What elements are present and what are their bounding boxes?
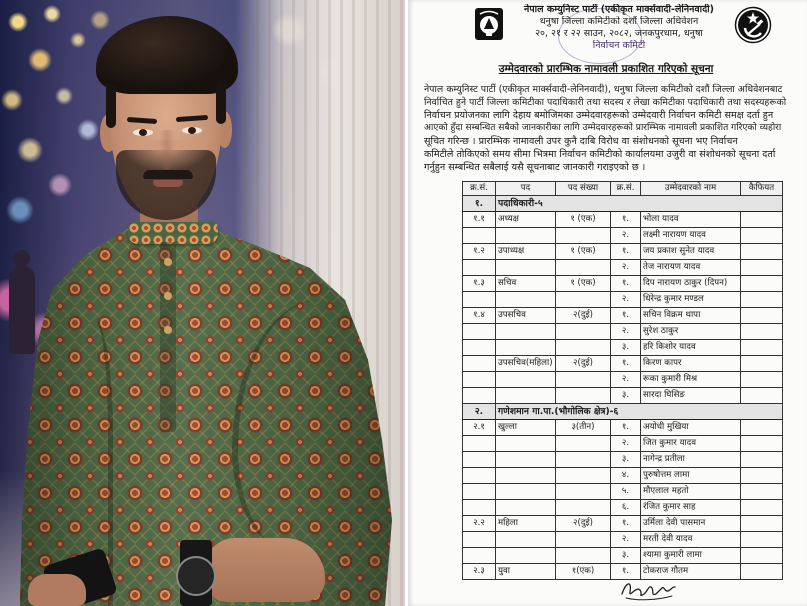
signature-icon bbox=[618, 576, 678, 604]
cell-candidate-name: रूका कुमारी मिश्र bbox=[641, 372, 741, 388]
section-title: गणेशमान गा.पा.(भौगोलिक क्षेत्र)-६ bbox=[496, 404, 783, 420]
cell-serial: २.३ bbox=[463, 564, 496, 580]
cell-post bbox=[496, 468, 556, 484]
cell-post-count: १ (एक) bbox=[556, 276, 611, 292]
cell-remarks bbox=[741, 500, 783, 516]
cell-candidate-serial: २. bbox=[611, 324, 641, 340]
cell-serial bbox=[463, 356, 496, 372]
cell-candidate-name: पुरुषोत्तम लामा bbox=[641, 468, 741, 484]
left-eye bbox=[133, 129, 153, 136]
cell-post bbox=[496, 548, 556, 564]
cell-candidate-name: जित कुमार यादव bbox=[641, 436, 741, 452]
cell-post bbox=[496, 324, 556, 340]
cell-post bbox=[496, 532, 556, 548]
cell-post: उपसचिव bbox=[496, 308, 556, 324]
header-candidate-serial: क्र.सं. bbox=[611, 182, 641, 196]
header-post: पद bbox=[496, 182, 556, 196]
party-emblem-icon bbox=[474, 7, 504, 41]
cell-candidate-serial: १. bbox=[611, 564, 641, 580]
cell-post-count bbox=[556, 324, 611, 340]
table-row bbox=[463, 372, 783, 388]
table-body bbox=[463, 196, 783, 580]
candidate-table bbox=[462, 181, 783, 580]
cell-remarks bbox=[741, 452, 783, 468]
cell-candidate-serial: १. bbox=[611, 212, 641, 228]
cell-serial bbox=[463, 436, 496, 452]
hammer-sickle-star-icon bbox=[734, 6, 772, 44]
table-row bbox=[463, 500, 783, 516]
cell-candidate-name: किरण कापर bbox=[641, 356, 741, 372]
cell-remarks bbox=[741, 340, 783, 356]
cell-remarks bbox=[741, 484, 783, 500]
notice-body-line: सूचित गरिन्छ । प्रारम्भिक नामावली उपर कुनै दाबि विरोध वा संशोधनको सूचना भए निर्वाचन bbox=[424, 136, 738, 147]
cell-remarks bbox=[741, 356, 783, 372]
notice-body-line: निर्वाचन प्रयोजनका लागि देहाय बमोजिमका उम्मेदवारहरूको उम्मेदवारी निर्वाचन कमिटी समक्ष दर्ता हुन bbox=[424, 110, 774, 121]
cell-post bbox=[496, 228, 556, 244]
right-hand bbox=[28, 574, 86, 606]
cell-post: युवा bbox=[496, 564, 556, 580]
cell-candidate-name: हरि किशोर यादव bbox=[641, 340, 741, 356]
table-row bbox=[463, 420, 783, 436]
cell-candidate-name: श्यामा कुमारी लामा bbox=[641, 548, 741, 564]
cell-serial: २.१ bbox=[463, 420, 496, 436]
cell-candidate-name: सचिन विक्रम थापा bbox=[641, 308, 741, 324]
cell-candidate-name: सुरेश ठाकुर bbox=[641, 324, 741, 340]
cell-serial bbox=[463, 532, 496, 548]
cell-serial: १.१ bbox=[463, 212, 496, 228]
cell-candidate-serial: २. bbox=[611, 372, 641, 388]
cell-serial bbox=[463, 260, 496, 276]
cell-candidate-serial: १. bbox=[611, 356, 641, 372]
cell-post: महिला bbox=[496, 516, 556, 532]
background-person-head bbox=[13, 250, 30, 267]
table-row bbox=[463, 308, 783, 324]
cell-candidate-name: अयोधी मुखिया bbox=[641, 420, 741, 436]
cell-serial bbox=[463, 372, 496, 388]
cell-post-count bbox=[556, 292, 611, 308]
cell-candidate-name: तेज नारायण यादव bbox=[641, 260, 741, 276]
table-row bbox=[463, 532, 783, 548]
table-row bbox=[463, 244, 783, 260]
cell-remarks bbox=[741, 212, 783, 228]
cell-remarks bbox=[741, 388, 783, 404]
right-sideburn bbox=[216, 80, 226, 124]
background-person bbox=[9, 266, 35, 354]
lips bbox=[153, 180, 183, 187]
cell-candidate-name: मौएलाल महतो bbox=[641, 484, 741, 500]
header-remarks: कैफियत bbox=[741, 182, 783, 196]
right-eye bbox=[182, 127, 202, 134]
cell-candidate-name: मरती देवी यादव bbox=[641, 532, 741, 548]
cell-post bbox=[496, 372, 556, 388]
cell-candidate-serial: २. bbox=[611, 228, 641, 244]
cell-remarks bbox=[741, 420, 783, 436]
cell-candidate-serial: ६. bbox=[611, 500, 641, 516]
cell-post-count: १ (एक) bbox=[556, 212, 611, 228]
header-party-name: नेपाल कम्युनिस्ट पार्टी (एकीकृत मार्क्सवादी-लेनिनवादी) bbox=[524, 4, 714, 15]
cell-post bbox=[496, 292, 556, 308]
cell-post: अध्यक्ष bbox=[496, 212, 556, 228]
cell-post bbox=[496, 340, 556, 356]
cell-candidate-serial: ४. bbox=[611, 468, 641, 484]
cell-remarks bbox=[741, 436, 783, 452]
cell-post-count bbox=[556, 468, 611, 484]
cell-post-count: १(एक) bbox=[556, 564, 611, 580]
cell-candidate-serial: ३. bbox=[611, 548, 641, 564]
cell-candidate-name: दिप नारायण ठाकुर (दिपन) bbox=[641, 276, 741, 292]
cell-candidate-name: लक्ष्मी नारायण यादव bbox=[641, 228, 741, 244]
notice-body-line: नेपाल कम्युनिस्ट पार्टी (एकीकृत मार्क्सवादी-लेनिनवादी), धनुषा जिल्ला कमिटीको दशौं जिल्ला अधिवेशनबाट bbox=[424, 84, 783, 95]
cell-serial bbox=[463, 468, 496, 484]
header-dates-venue: २०, २१ र २२ साउन, २०८२, जनकपुरधाम, धनुषा bbox=[535, 28, 703, 39]
table-row bbox=[463, 484, 783, 500]
table-row bbox=[463, 276, 783, 292]
table-header bbox=[463, 182, 783, 196]
table-row bbox=[463, 228, 783, 244]
notice-document bbox=[408, 0, 807, 606]
cell-remarks bbox=[741, 244, 783, 260]
notice-body-line: निर्वाचित हुने पार्टी जिल्ला कमिटीका पदाधिकारी तथा सदस्य र लेखा कमिटीका पदाधिकारी तथा सदस्यहरूको bbox=[424, 97, 787, 108]
cell-candidate-serial: १. bbox=[611, 516, 641, 532]
cell-candidate-name: धिरेन्द्र कुमार मण्डल bbox=[641, 292, 741, 308]
notice-body-line: कमिटीले तोकिएको समय सीमा भित्रमा निर्वाचन कमिटीको कार्यालयमा उजुरी वा संशोधनको सूचना दर्ता bbox=[424, 149, 776, 160]
cell-post bbox=[496, 436, 556, 452]
cell-candidate-serial: १. bbox=[611, 308, 641, 324]
cell-candidate-serial: २. bbox=[611, 436, 641, 452]
cell-post-count bbox=[556, 228, 611, 244]
cell-serial: १.४ bbox=[463, 308, 496, 324]
cell-serial bbox=[463, 292, 496, 308]
cell-post-count: १ (एक) bbox=[556, 244, 611, 260]
cell-post-count bbox=[556, 500, 611, 516]
kurta-button-placket bbox=[160, 242, 176, 432]
cell-remarks bbox=[741, 260, 783, 276]
kurta-button bbox=[164, 258, 172, 266]
kurta-button bbox=[164, 326, 172, 334]
cell-post: उपाध्यक्ष bbox=[496, 244, 556, 260]
cell-remarks bbox=[741, 308, 783, 324]
cell-candidate-serial: २. bbox=[611, 292, 641, 308]
cell-serial: १.२ bbox=[463, 244, 496, 260]
table-row bbox=[463, 324, 783, 340]
cell-candidate-name: उर्मिला देवी पासमान bbox=[641, 516, 741, 532]
cell-serial bbox=[463, 452, 496, 468]
header-stamp-text: निर्वाचन कमिटी bbox=[592, 40, 646, 51]
cell-candidate-serial: २. bbox=[611, 260, 641, 276]
table-row bbox=[463, 452, 783, 468]
cell-candidate-serial: ३. bbox=[611, 388, 641, 404]
cell-post-count: २(दुई) bbox=[556, 356, 611, 372]
cell-serial: १.३ bbox=[463, 276, 496, 292]
table-row bbox=[463, 436, 783, 452]
cell-candidate-name: रंजित कुमार साह bbox=[641, 500, 741, 516]
wristwatch bbox=[176, 556, 216, 596]
cell-candidate-name: सारदा घिसिङ bbox=[641, 388, 741, 404]
cell-post-count bbox=[556, 340, 611, 356]
cell-post-count: २(दुई) bbox=[556, 308, 611, 324]
cell-post-count: २(दुई) bbox=[556, 516, 611, 532]
cell-candidate-serial: १. bbox=[611, 276, 641, 292]
cell-candidate-name: टोकराज गौतम bbox=[641, 564, 741, 580]
cell-candidate-serial: १. bbox=[611, 420, 641, 436]
cell-remarks bbox=[741, 276, 783, 292]
section-row bbox=[463, 196, 783, 212]
cell-candidate-serial: ३. bbox=[611, 340, 641, 356]
table-row bbox=[463, 260, 783, 276]
table-row bbox=[463, 388, 783, 404]
cell-candidate-name: भोला यादव bbox=[641, 212, 741, 228]
notice-body-line: आएको हुँदा सम्बन्धित सबैको जानकारीका लागि उम्मेदवारहरूको प्रारम्भिक नामावली प्रकाशित गरिएको व्यहोरा bbox=[424, 123, 782, 133]
section-row bbox=[463, 404, 783, 420]
cell-candidate-serial: ३. bbox=[611, 452, 641, 468]
cell-serial bbox=[463, 484, 496, 500]
section-number: १. bbox=[463, 196, 496, 212]
cell-remarks bbox=[741, 292, 783, 308]
cell-post-count bbox=[556, 436, 611, 452]
cell-serial bbox=[463, 388, 496, 404]
cell-post-count bbox=[556, 484, 611, 500]
table-row bbox=[463, 212, 783, 228]
cell-remarks bbox=[741, 228, 783, 244]
header-post-count: पद संख्या bbox=[556, 182, 611, 196]
cell-candidate-serial: १. bbox=[611, 244, 641, 260]
cell-post: खुल्ला bbox=[496, 420, 556, 436]
cell-post-count bbox=[556, 260, 611, 276]
cell-remarks bbox=[741, 564, 783, 580]
cell-post bbox=[496, 500, 556, 516]
cell-post-count bbox=[556, 372, 611, 388]
mustache bbox=[143, 170, 193, 179]
cell-post: सचिव bbox=[496, 276, 556, 292]
table-header-row bbox=[463, 182, 783, 196]
section-number: २. bbox=[463, 404, 496, 420]
cell-remarks bbox=[741, 324, 783, 340]
cell-candidate-serial: ५. bbox=[611, 484, 641, 500]
cell-post-count: ३(तीन) bbox=[556, 420, 611, 436]
notice-body-line: गर्नुहुन सम्बन्धित सबैलाई यसै सूचनाबाट जानकारी गराइएको छ । bbox=[424, 162, 646, 173]
cell-remarks bbox=[741, 516, 783, 532]
cell-remarks bbox=[741, 468, 783, 484]
cell-candidate-name: नागेन्द्र प्रतीला bbox=[641, 452, 741, 468]
cell-serial bbox=[463, 548, 496, 564]
kurta-collar bbox=[128, 222, 218, 244]
cell-post-count bbox=[556, 532, 611, 548]
table-row bbox=[463, 356, 783, 372]
left-sideburn bbox=[106, 84, 116, 128]
cell-serial bbox=[463, 228, 496, 244]
table-row bbox=[463, 468, 783, 484]
table-row bbox=[463, 292, 783, 308]
cell-post bbox=[496, 388, 556, 404]
cell-serial bbox=[463, 340, 496, 356]
cell-post-count bbox=[556, 548, 611, 564]
section-title: पदाधिकारी-५ bbox=[496, 196, 783, 212]
cell-serial bbox=[463, 324, 496, 340]
kurta-button bbox=[164, 292, 172, 300]
left-hand bbox=[205, 538, 325, 602]
cell-post bbox=[496, 452, 556, 468]
cell-serial: २.२ bbox=[463, 516, 496, 532]
table-row bbox=[463, 340, 783, 356]
header-serial: क्र.सं. bbox=[463, 182, 496, 196]
cell-serial bbox=[463, 500, 496, 516]
header-candidate-name: उम्मेदवारको नाम bbox=[641, 182, 741, 196]
header-committee: धनुषा जिल्ला कमिटीको दशौं जिल्ला अधिवेशन bbox=[539, 16, 699, 27]
nose bbox=[159, 130, 175, 170]
cell-remarks bbox=[741, 372, 783, 388]
cell-post-count bbox=[556, 388, 611, 404]
cell-post bbox=[496, 484, 556, 500]
table-row bbox=[463, 548, 783, 564]
table-row bbox=[463, 516, 783, 532]
cell-post-count bbox=[556, 452, 611, 468]
cell-candidate-name: जय प्रकाश सुनेत यादव bbox=[641, 244, 741, 260]
cell-remarks bbox=[741, 548, 783, 564]
cell-candidate-serial: २. bbox=[611, 532, 641, 548]
cell-post: उपसचिव(महिला) bbox=[496, 356, 556, 372]
cell-post bbox=[496, 260, 556, 276]
notice-title: उम्मेदवारको प्रारम्भिक नामावली प्रकाशित गरिएको सूचना bbox=[498, 63, 714, 75]
cell-remarks bbox=[741, 532, 783, 548]
